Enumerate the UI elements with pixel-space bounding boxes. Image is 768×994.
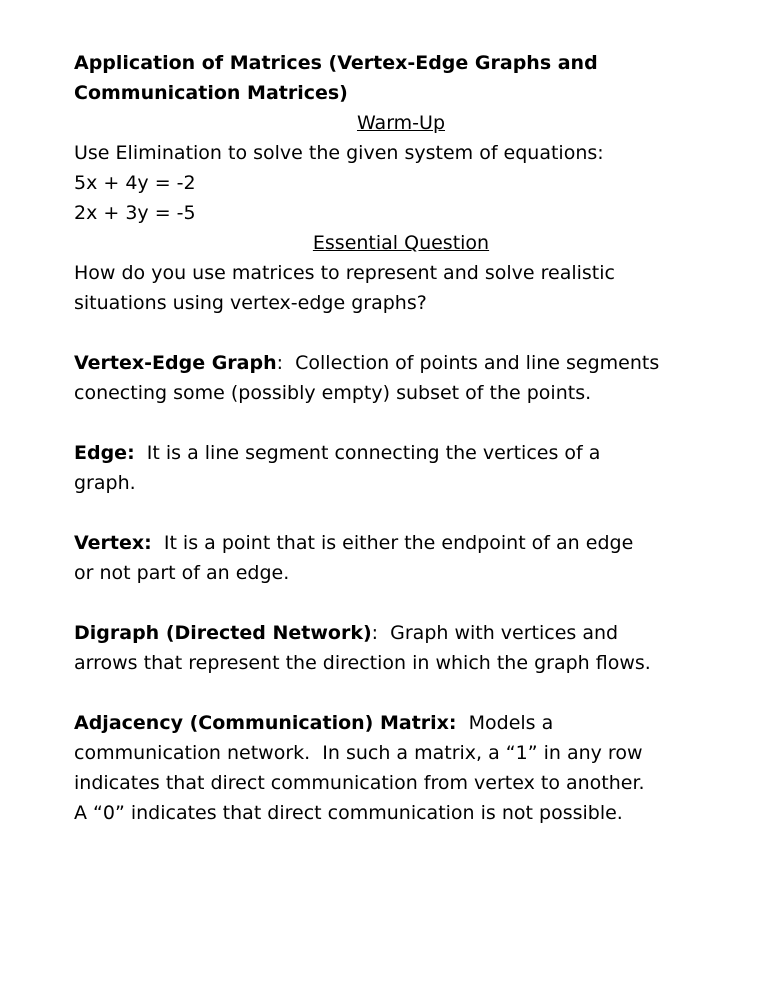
definition-continuation: conecting some (possibly empty) subset of the points. [74, 382, 592, 404]
definition-separator: : [276, 352, 296, 374]
definition-adjacency-matrix [74, 708, 728, 828]
warmup-instruction: Use Elimination to solve the given system of equations: [74, 142, 604, 164]
definition-text: Models a [468, 712, 554, 734]
definition-continuation: arrows that represent the direction in which the graph flows. [74, 652, 651, 674]
definition-text: Graph with vertices and [390, 622, 619, 644]
spacer [74, 318, 728, 348]
definition-text: It is a line segment connecting the vertices of a [146, 442, 601, 464]
definition-separator [457, 712, 469, 734]
spacer [74, 588, 728, 618]
spacer [74, 678, 728, 708]
definition-term: Adjacency (Communication) Matrix: [74, 712, 457, 734]
definition-separator: : [371, 622, 391, 644]
definition-digraph [74, 618, 728, 678]
warmup-heading: Warm-Up [356, 112, 446, 134]
title-line-1: Application of Matrices (Vertex-Edge Graphs and [74, 52, 598, 74]
definition-line [74, 438, 728, 468]
definition-term: Edge: [74, 442, 135, 464]
essential-question-line-2: situations using vertex-edge graphs? [74, 292, 427, 314]
definition-term: Vertex-Edge Graph [74, 352, 277, 374]
essential-question-line-1: How do you use matrices to represent and solve realistic [74, 262, 615, 284]
definition-line [74, 618, 728, 648]
definition-line [74, 348, 728, 378]
spacer [74, 498, 728, 528]
definition-text: It is a point that is either the endpoint of an edge [163, 532, 634, 554]
definition-separator [152, 532, 164, 554]
essential-question-heading: Essential Question [312, 232, 490, 254]
definition-term: Vertex: [74, 532, 152, 554]
definition-separator [135, 442, 147, 464]
definition-continuation: or not part of an edge. [74, 562, 290, 584]
spacer [74, 408, 728, 438]
definition-continuation: graph. [74, 472, 136, 494]
definition-vertex-edge-graph [74, 348, 728, 408]
equation-2: 2x + 3y = -5 [74, 202, 196, 224]
title-line-2: Communication Matrices) [74, 82, 348, 104]
definition-continuation: A “0” indicates that direct communication is not possible. [74, 802, 623, 824]
definition-line [74, 708, 728, 738]
definition-term: Digraph (Directed Network) [74, 622, 372, 644]
definition-vertex [74, 528, 728, 588]
equation-1: 5x + 4y = -2 [74, 172, 196, 194]
definition-edge [74, 438, 728, 498]
definition-line [74, 528, 728, 558]
definition-text: Collection of points and line segments [295, 352, 660, 374]
definition-continuation: communication network. In such a matrix, a “1” in any row [74, 742, 643, 764]
definition-continuation: indicates that direct communication from vertex to another. [74, 772, 645, 794]
